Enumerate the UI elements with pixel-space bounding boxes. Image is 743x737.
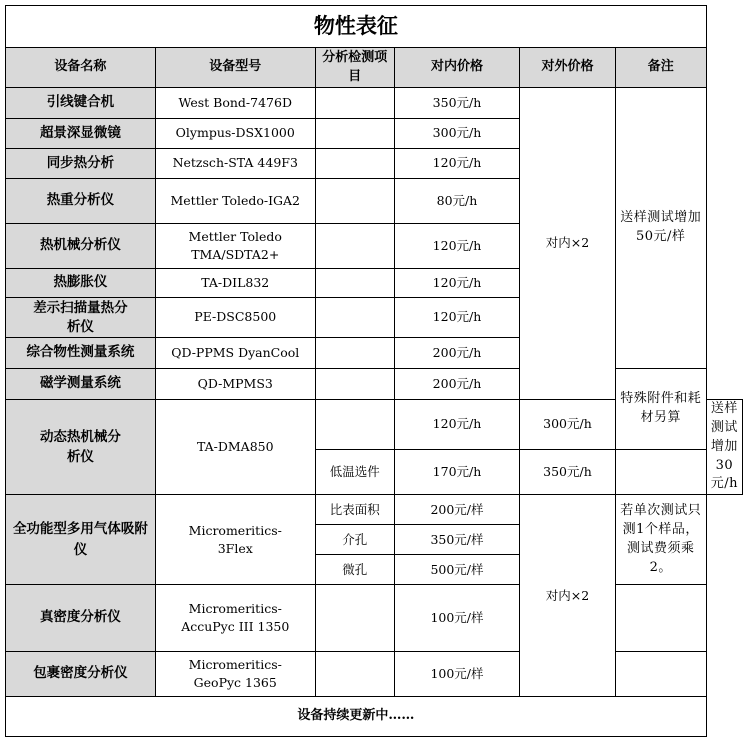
remark-special-accessories: 特殊附件和耗材另算 — [615, 369, 706, 450]
device-name — [6, 400, 156, 495]
test-item — [315, 269, 394, 298]
device-model: West Bond-7476D — [155, 88, 315, 119]
remark-empty — [615, 652, 706, 697]
test-item — [315, 298, 394, 338]
test-item — [315, 338, 394, 369]
device-name-text: 全功能型多用气体吸附仪 — [12, 521, 148, 558]
device-model: PE-DSC8500 — [155, 298, 315, 338]
table-title: 物性表征 — [6, 6, 707, 48]
device-model: TA-DIL832 — [155, 269, 315, 298]
device-model — [155, 495, 315, 585]
remark-single-sample — [615, 495, 706, 585]
inner-price: 350元/h — [394, 88, 519, 119]
device-name: 综合物性测量系统 — [6, 338, 156, 369]
test-item: 微孔 — [315, 555, 394, 585]
device-name-text: 动态热机械分析仪 — [39, 428, 121, 466]
device-name: 热重分析仪 — [6, 179, 156, 224]
device-name: 引线键合机 — [6, 88, 156, 119]
inner-price: 120元/h — [394, 269, 519, 298]
test-item — [315, 88, 394, 119]
device-name: 超景深显微镜 — [6, 119, 156, 149]
outer-price-group: 对内×2 — [520, 88, 616, 400]
device-name: 真密度分析仪 — [6, 585, 156, 652]
test-item — [315, 652, 394, 697]
device-model-text: Micromeritics-AccuPyc III 1350 — [181, 601, 290, 635]
device-model: Mettler Toledo TMA/SDTA2+ — [155, 224, 315, 269]
inner-price: 120元/h — [394, 298, 519, 338]
device-model — [155, 585, 315, 652]
test-item — [315, 224, 394, 269]
test-item — [315, 119, 394, 149]
inner-price: 170元/h — [394, 449, 519, 494]
table-row — [6, 88, 743, 119]
device-name: 热膨胀仪 — [6, 269, 156, 298]
table-row — [6, 495, 743, 525]
outer-price-group: 对内×2 — [520, 495, 616, 697]
inner-price: 350元/样 — [394, 525, 519, 555]
device-model — [155, 652, 315, 697]
device-model: Mettler Toledo-IGA2 — [155, 179, 315, 224]
device-model-text: Micromeritics-3Flex — [188, 522, 282, 556]
table-row — [6, 652, 743, 697]
header-test-item: 分析检测项目 — [315, 48, 394, 88]
device-name: 包裹密度分析仪 — [6, 652, 156, 697]
test-item — [315, 369, 394, 400]
test-item — [315, 400, 394, 450]
inner-price: 80元/h — [394, 179, 519, 224]
remark-send-sample: 送样测试增加50元/样 — [615, 88, 706, 369]
header-inner-price: 对内价格 — [394, 48, 519, 88]
test-item: 比表面积 — [315, 495, 394, 525]
outer-price: 300元/h — [520, 400, 616, 450]
device-name: 热机械分析仪 — [6, 224, 156, 269]
device-name: 同步热分析 — [6, 149, 156, 179]
device-name: 磁学测量系统 — [6, 369, 156, 400]
device-model: Netzsch-STA 449F3 — [155, 149, 315, 179]
inner-price: 120元/h — [394, 224, 519, 269]
test-item: 介孔 — [315, 525, 394, 555]
header-outer-price: 对外价格 — [520, 48, 616, 88]
header-device-model: 设备型号 — [155, 48, 315, 88]
inner-price: 200元/样 — [394, 495, 519, 525]
inner-price: 200元/h — [394, 338, 519, 369]
test-item — [315, 179, 394, 224]
table-row — [6, 369, 743, 400]
inner-price: 500元/样 — [394, 555, 519, 585]
inner-price: 300元/h — [394, 119, 519, 149]
inner-price: 120元/h — [394, 149, 519, 179]
inner-price: 100元/样 — [394, 585, 519, 652]
outer-price: 350元/h — [520, 449, 616, 494]
remark-empty — [615, 585, 706, 652]
remark-text: 若单次测试只测1个样品，测试费须乘2。 — [620, 503, 702, 575]
remark-dma: 送样测试增加30元/h — [706, 400, 742, 495]
header-device-name: 设备名称 — [6, 48, 156, 88]
inner-price: 200元/h — [394, 369, 519, 400]
table-footer: 设备持续更新中…… — [6, 697, 707, 737]
property-table — [5, 5, 743, 737]
device-model-text: Micromeritics-GeoPyc 1365 — [188, 657, 282, 691]
test-item — [315, 149, 394, 179]
header-remarks: 备注 — [615, 48, 706, 88]
device-name — [6, 298, 156, 338]
test-item: 低温选件 — [315, 449, 394, 494]
inner-price: 100元/样 — [394, 652, 519, 697]
device-model: Olympus-DSX1000 — [155, 119, 315, 149]
device-name — [6, 495, 156, 585]
device-name-text: 差示扫描量热分析仪 — [33, 299, 128, 335]
table-row — [6, 585, 743, 652]
test-item — [315, 585, 394, 652]
inner-price: 120元/h — [394, 400, 519, 450]
device-model: QD-PPMS DyanCool — [155, 338, 315, 369]
device-model: TA-DMA850 — [155, 400, 315, 495]
device-model: QD-MPMS3 — [155, 369, 315, 400]
